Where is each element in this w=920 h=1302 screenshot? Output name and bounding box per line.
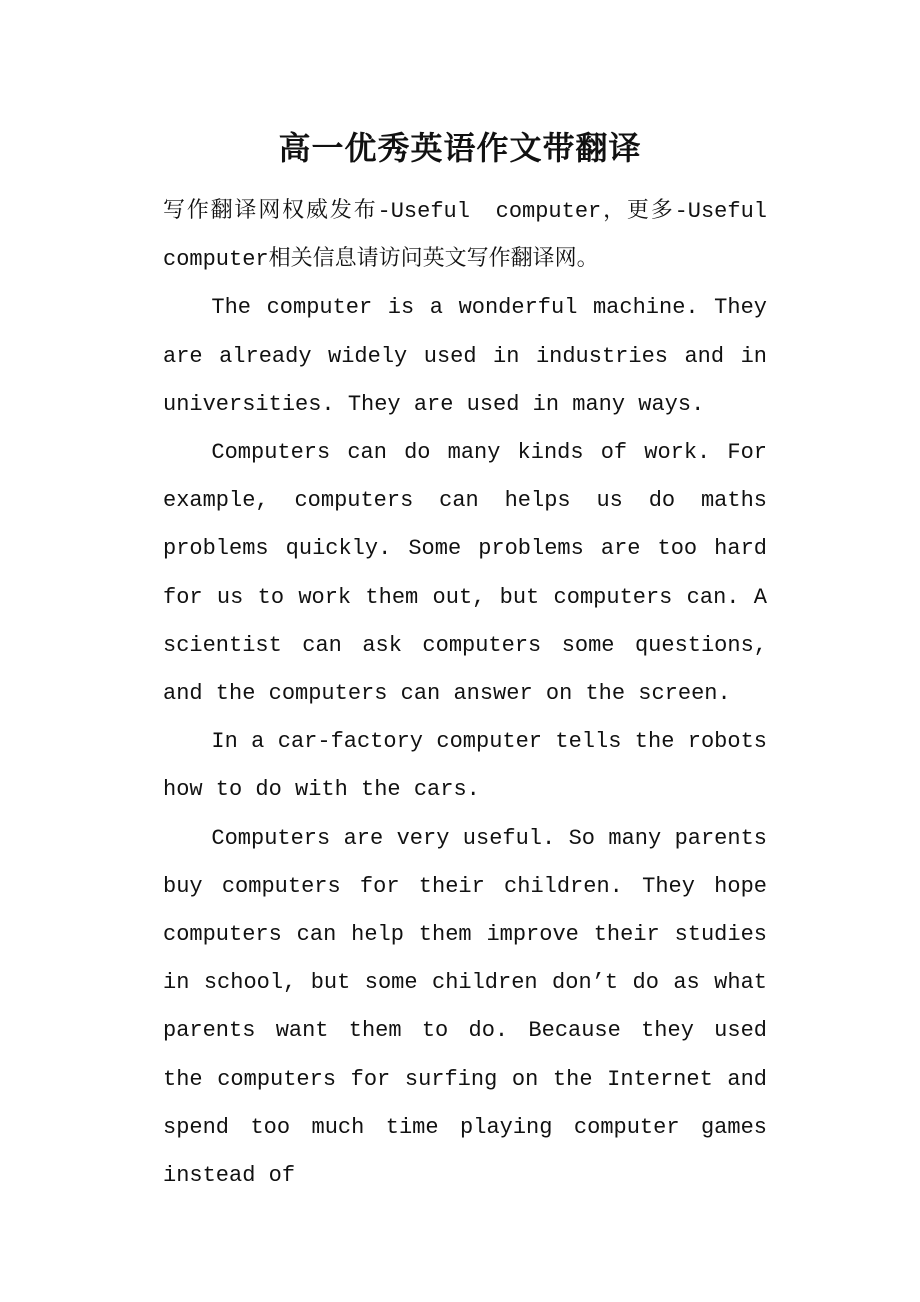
body-paragraph-1: The computer is a wonderful machine. They are already widely used in industries and in universities. They are used in many ways. (163, 295, 767, 417)
document-title: 高一优秀英语作文带翻译 (278, 129, 642, 167)
body-paragraph-2: Computers can do many kinds of work. For example, computers can helps us do maths problems quickly. Some problems are too hard for us to work them out, but computers can. A scientist can ask computers some questions, and the computers can answer on the screen. (163, 440, 767, 707)
document-body (163, 188, 767, 1200)
body-paragraph-3: In a car-factory computer tells the robots how to do with the cars. (163, 729, 767, 803)
intro-paragraph: 写作翻译网权威发布-Useful computer，更多-Useful computer相关信息请访问英文写作翻译网。 (163, 199, 767, 273)
body-paragraph-4: Computers are very useful. So many parents buy computers for their children. They hope computers can help them improve their studies in school, but some children don’t do as what parents want them to do. Because they used the computers for surfing on the Internet and spend too much time playing computer games instead of (163, 825, 767, 1189)
